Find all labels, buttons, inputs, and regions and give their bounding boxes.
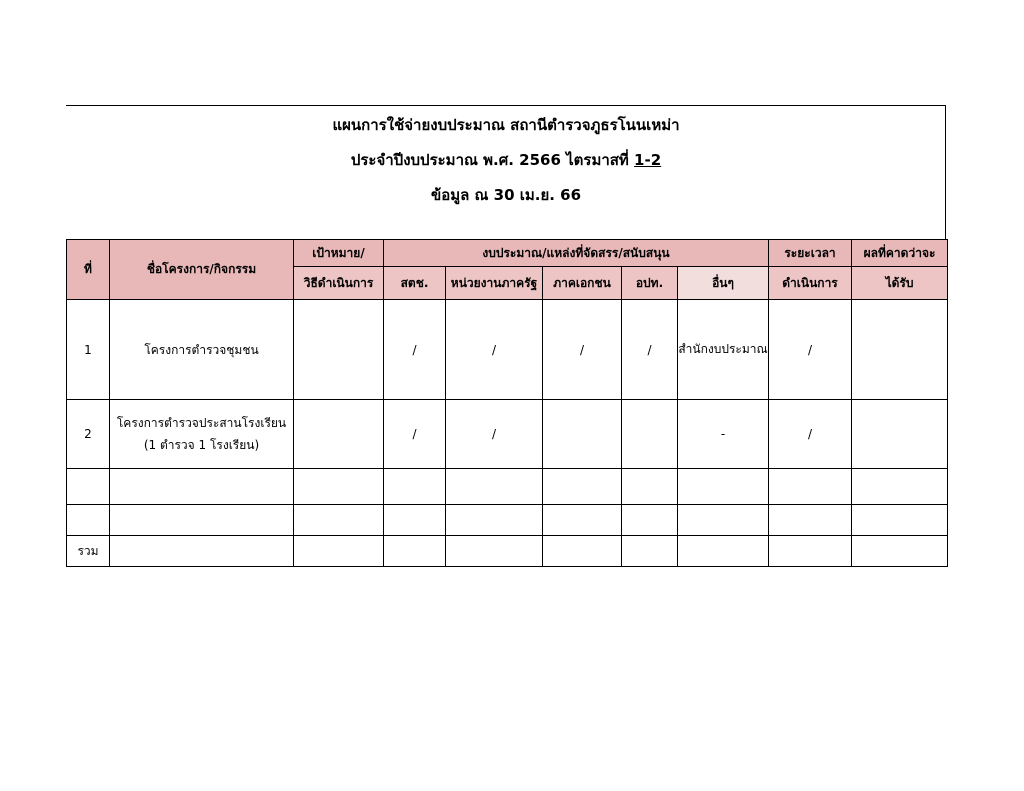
header-budget-local: อปท.: [622, 267, 678, 300]
row-budget-local: [622, 400, 678, 469]
empty-cell: [67, 505, 110, 536]
row-period: /: [769, 400, 852, 469]
empty-cell: [294, 505, 384, 536]
row-budget-private: /: [543, 300, 622, 400]
empty-cell: [543, 536, 622, 567]
empty-cell: [678, 469, 769, 505]
empty-cell: [294, 536, 384, 567]
header-budget-state: หน่วยงานภาครัฐ: [446, 267, 543, 300]
budget-table: [66, 239, 948, 567]
empty-cell: [384, 469, 446, 505]
header-budget-private: ภาคเอกชน: [543, 267, 622, 300]
row-budget-sotch: /: [384, 400, 446, 469]
total-label: รวม: [67, 536, 110, 567]
header-target-line1: เป้าหมาย/: [294, 240, 384, 267]
row-period: /: [769, 300, 852, 400]
row-project-name: โครงการตำรวจประสานโรงเรียน: [116, 416, 287, 430]
table-row: [67, 400, 948, 469]
empty-row: [67, 469, 948, 505]
title-block: [66, 105, 946, 240]
empty-cell: [110, 469, 294, 505]
row-project-name: โครงการตำรวจชุมชน: [144, 342, 259, 357]
table-row: [67, 300, 948, 400]
row-no: 2: [67, 400, 110, 469]
header-no: ที่: [67, 240, 110, 300]
empty-cell: [622, 536, 678, 567]
empty-cell: [543, 505, 622, 536]
row-result: [852, 400, 948, 469]
empty-cell: [446, 536, 543, 567]
header-budget-other: อื่นๆ: [678, 267, 769, 300]
document-title: แผนการใช้จ่ายงบประมาณ สถานีตำรวจภูธรโนนเหม่า: [332, 116, 680, 134]
empty-cell: [769, 536, 852, 567]
row-no: 1: [67, 300, 110, 400]
empty-cell: [543, 469, 622, 505]
header-result-line2: ได้รับ: [852, 267, 948, 300]
empty-cell: [852, 505, 948, 536]
row-result: [852, 300, 948, 400]
header-result-line1: ผลที่คาดว่าจะ: [852, 240, 948, 267]
empty-cell: [852, 536, 948, 567]
header-period-line1: ระยะเวลา: [769, 240, 852, 267]
row-budget-other: -: [678, 400, 769, 469]
header-project: ชื่อโครงการ/กิจกรรม: [110, 240, 294, 300]
empty-cell: [852, 469, 948, 505]
empty-cell: [622, 469, 678, 505]
header-target-line2: วิธีดำเนินการ: [294, 267, 384, 300]
header-period-line2: ดำเนินการ: [769, 267, 852, 300]
empty-row: [67, 505, 948, 536]
fiscal-year-text: ประจำปีงบประมาณ พ.ศ. 2566 ไตรมาสที่: [350, 151, 635, 169]
empty-cell: [67, 469, 110, 505]
empty-cell: [678, 505, 769, 536]
empty-cell: [446, 505, 543, 536]
empty-cell: [446, 469, 543, 505]
data-as-of-line: ข้อมูล ณ 30 เม.ย. 66: [430, 186, 582, 204]
fiscal-year-line: [66, 150, 946, 170]
row-project: [110, 300, 294, 400]
empty-cell: [294, 469, 384, 505]
row-budget-sotch: /: [384, 300, 446, 400]
empty-cell: [384, 505, 446, 536]
row-budget-private: [543, 400, 622, 469]
row-target: [294, 300, 384, 400]
row-target: [294, 400, 384, 469]
quarter-value: 1-2: [634, 151, 662, 169]
row-budget-local: /: [622, 300, 678, 400]
empty-cell: [678, 536, 769, 567]
row-project: [110, 400, 294, 469]
empty-cell: [384, 536, 446, 567]
row-budget-other: สำนักงบประมาณ: [678, 300, 769, 400]
empty-cell: [769, 469, 852, 505]
header-budget-sotch: สตช.: [384, 267, 446, 300]
row-budget-state: /: [446, 300, 543, 400]
empty-cell: [769, 505, 852, 536]
header-row-1: [67, 240, 948, 267]
total-row: [67, 536, 948, 567]
empty-cell: [110, 505, 294, 536]
empty-cell: [110, 536, 294, 567]
budget-plan-document: [66, 105, 946, 573]
header-budget-group: งบประมาณ/แหล่งที่จัดสรร/สนับสนุน: [384, 240, 769, 267]
row-budget-state: /: [446, 400, 543, 469]
row-project-subtitle: (1 ตำรวจ 1 โรงเรียน): [143, 438, 260, 452]
empty-cell: [622, 505, 678, 536]
